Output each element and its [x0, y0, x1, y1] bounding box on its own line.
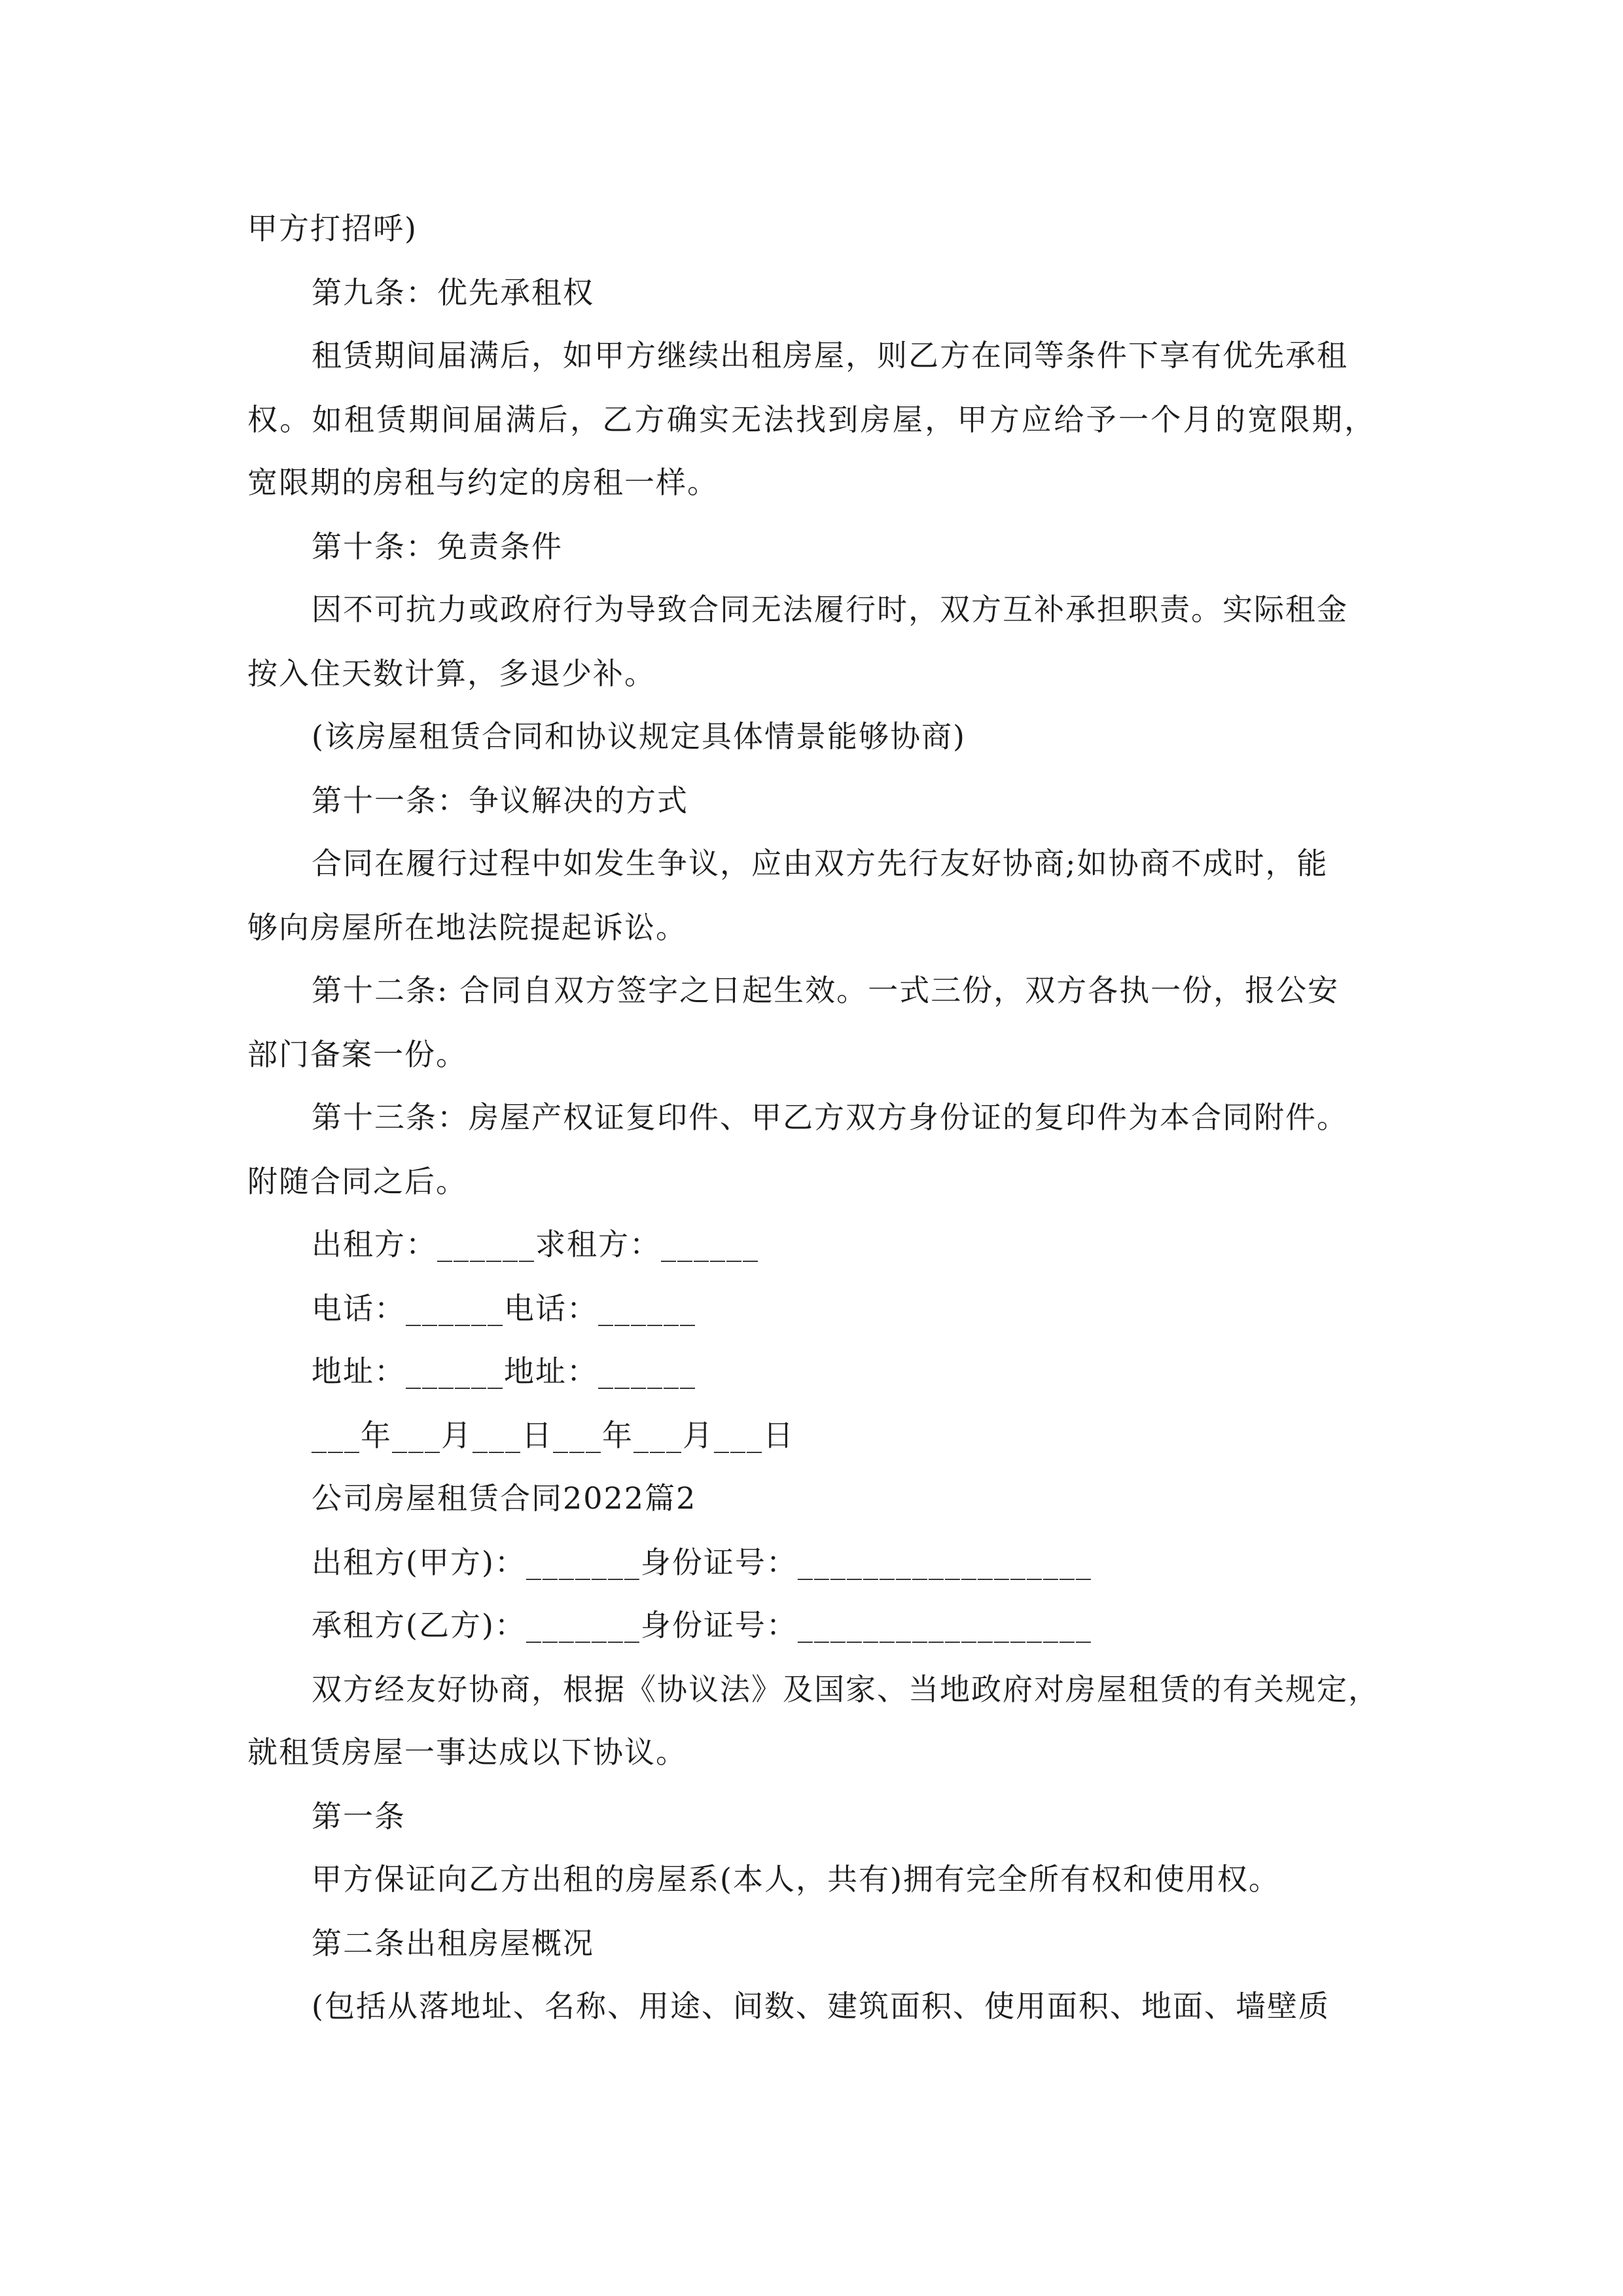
text-line: 就租赁房屋一事达成以下协议。: [247, 1734, 687, 1770]
text-line: 部门备案一份。: [247, 1037, 467, 1072]
party-line: 出租方(甲方)：_______身份证号：__________________: [312, 1545, 1092, 1580]
text-line: 够向房屋所在地法院提起诉讼。: [247, 910, 687, 945]
signature-line: 地址：______地址：______: [312, 1354, 696, 1389]
text-line: 双方经友好协商，根据《协议法》及国家、当地政府对房屋租赁的有关规定，: [312, 1672, 1380, 1707]
text-line: 宽限期的房租与约定的房租一样。: [247, 465, 719, 500]
text-line: 按入住天数计算，多退少补。: [247, 656, 656, 691]
text-line: 甲方保证向乙方出租的房屋系(本人，共有)拥有完全所有权和使用权。: [312, 1861, 1280, 1897]
article-heading: 第一条: [312, 1799, 406, 1834]
text-line: 附随合同之后。: [247, 1164, 467, 1199]
text-line: 甲方打招呼): [247, 211, 418, 246]
date-line: ___年___月___日___年___月___日: [312, 1418, 794, 1453]
signature-line: 出租方：______求租方：______: [312, 1227, 759, 1262]
text-line: 因不可抗力或政府行为导致合同无法履行时，双方互补承担职责。实际租金: [312, 592, 1348, 627]
text-line: 第十二条: 合同自双方签字之日起生效。一式三份，双方各执一份，报公安: [312, 973, 1340, 1008]
party-line: 承租方(乙方)：_______身份证号：__________________: [312, 1607, 1092, 1643]
note-line: (该房屋租赁合同和协议规定具体情景能够协商): [312, 719, 966, 754]
article-heading: 第二条出租房屋概况: [312, 1926, 594, 1961]
text-line: 合同在履行过程中如发生争议，应由双方先行友好协商;如协商不成时，能: [312, 846, 1329, 881]
article-heading: 第十条：免责条件: [312, 529, 563, 564]
signature-line: 电话：______电话：______: [312, 1291, 696, 1326]
text-line: 权。如租赁期间届满后，乙方确实无法找到房屋，甲方应给予一个月的宽限期，: [247, 402, 1376, 437]
section-title: 公司房屋租赁合同2022篇2: [312, 1480, 697, 1516]
text-line: 租赁期间届满后，如甲方继续出租房屋，则乙方在同等条件下享有优先承租: [312, 338, 1348, 373]
article-heading: 第十一条：争议解决的方式: [312, 783, 688, 818]
text-line: (包括从落地址、名称、用途、间数、建筑面积、使用面积、地面、墙壁质: [312, 1988, 1330, 2024]
article-heading: 第九条：优先承租权: [312, 275, 594, 310]
text-line: 第十三条：房屋产权证复印件、甲乙方双方身份证的复印件为本合同附件。: [312, 1100, 1348, 1135]
